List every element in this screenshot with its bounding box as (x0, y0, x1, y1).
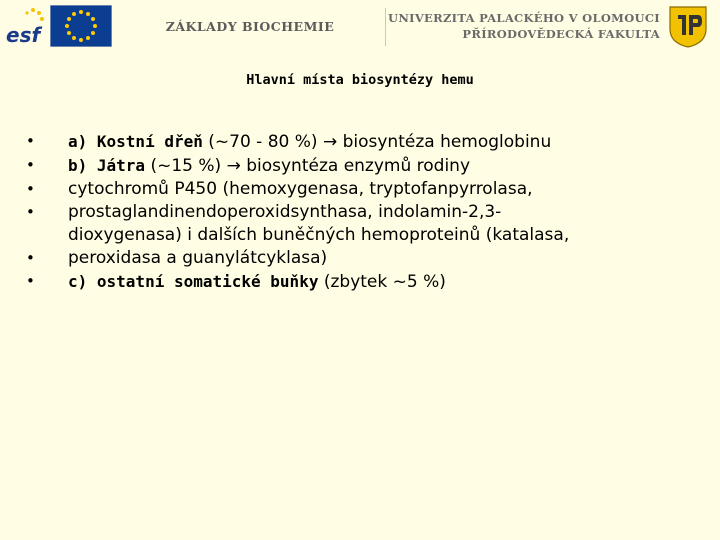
bullet-dot-icon: • (26, 272, 35, 290)
bullet-dot-icon: • (26, 249, 35, 267)
bullet-text: peroxidasa a guanylátcyklasa) (68, 248, 328, 268)
header-banner (0, 0, 720, 58)
bullet-text: cytochromů P450 (hemoxygenasa, tryptofanpyrrolasa, (68, 179, 533, 199)
bullet-dot-icon: • (26, 203, 35, 221)
eu-flag-icon (50, 5, 112, 47)
bullet-text: (zbytek ~5 %) (318, 272, 446, 292)
bullet-dot-icon: • (26, 156, 35, 174)
university-line-2: PŘÍRODOVĚDECKÁ FAKULTA (462, 27, 660, 41)
bullet-label: c) ostatní somatické buňky (68, 272, 319, 291)
bullet-item (22, 247, 712, 270)
bullet-item (22, 130, 712, 154)
bullet-text: (~15 %) → biosyntéza enzymů rodiny (145, 156, 471, 176)
esf-logo-text: esf (6, 23, 41, 47)
bullet-text: prostaglandinendoperoxidsynthasa, indolamin-2,3- (68, 202, 502, 222)
bullet-label: a) Kostní dřeň (68, 132, 203, 151)
university-line-1: UNIVERZITA PALACKÉHO V OLOMOUCI (388, 11, 660, 25)
banner-title: ZÁKLADY BIOCHEMIE (165, 19, 335, 34)
bullet-dot-icon: • (26, 132, 35, 150)
bullet-text-continuation: dioxygenasa) i dalších buněčných hemoproteinů (katalasa, (68, 225, 570, 245)
slide-heading: Hlavní místa biosyntézy hemu (246, 72, 474, 88)
university-crest-icon (668, 5, 708, 49)
bullet-text: (~70 - 80 %) → biosyntéza hemoglobinu (202, 132, 552, 152)
university-name (380, 10, 660, 42)
bullet-item (22, 154, 712, 178)
bullet-item (22, 178, 712, 201)
bullet-item (22, 270, 712, 294)
bullet-label: b) Játra (68, 156, 146, 175)
esf-logo (5, 4, 47, 48)
bullet-dot-icon: • (26, 180, 35, 198)
bullet-item (22, 201, 712, 247)
bullet-list (22, 130, 712, 294)
